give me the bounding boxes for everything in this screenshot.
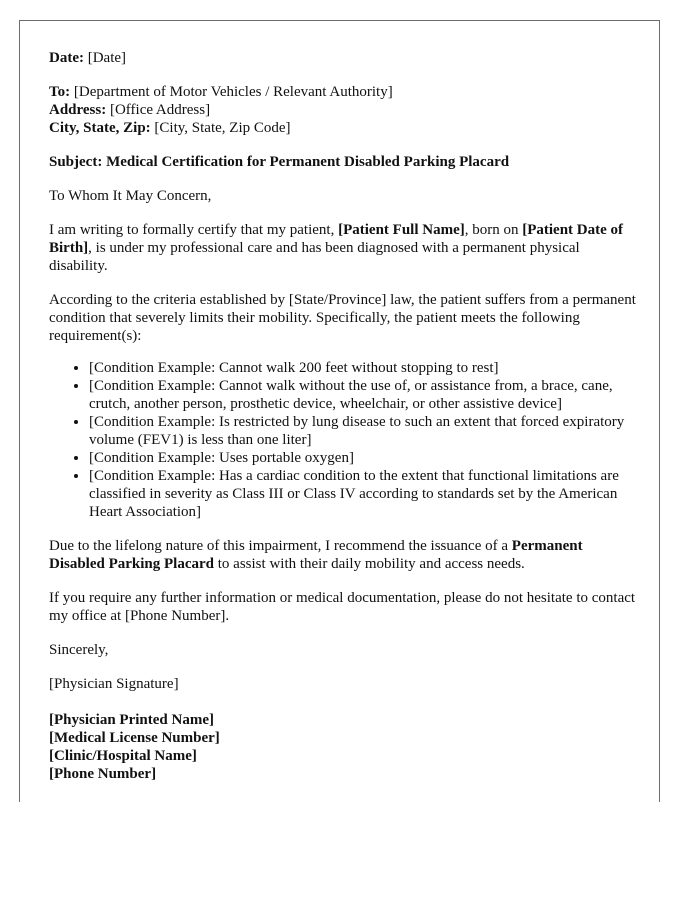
letter-page bbox=[19, 20, 660, 802]
physician-name: [Physician Printed Name] bbox=[49, 712, 214, 728]
recipient-block bbox=[49, 83, 639, 137]
conditions-list bbox=[49, 359, 639, 521]
address-line bbox=[49, 101, 639, 119]
date-line bbox=[49, 49, 639, 67]
para3-text-2: to assist with their daily mobility and access needs. bbox=[214, 556, 525, 572]
condition-item: • [Condition Example: Cannot walk without the use of, or assistance from, a brace, cane, crutch, another person, prosthetic device, wheelchair, or other assistive device] bbox=[89, 377, 639, 413]
to-line bbox=[49, 83, 639, 101]
city-value: [City, State, Zip Code] bbox=[154, 120, 291, 136]
para1-text-1: I am writing to formally certify that my patient, bbox=[49, 222, 339, 238]
para1-text-3: , is under my professional care and has been diagnosed with a permanent physical disability. bbox=[49, 240, 580, 274]
paragraph-contact: If you require any further information or medical documentation, please do not hesitate to contact my office at [Phone Number]. bbox=[49, 590, 636, 624]
paragraph-criteria: According to the criteria established by [State/Province] law, the patient suffers from a permanent condition that severely limits their mobility. Specifically, the patient meets the following requirement(s): bbox=[49, 292, 636, 344]
to-label: To: bbox=[49, 84, 71, 100]
condition-item: • [Condition Example: Uses portable oxygen] bbox=[89, 449, 639, 467]
paragraph-certification bbox=[49, 221, 639, 275]
subject-line bbox=[49, 153, 639, 171]
to-value: [Department of Motor Vehicles / Relevant Authority] bbox=[73, 84, 393, 100]
salutation: To Whom It May Concern, bbox=[49, 188, 212, 204]
city-line bbox=[49, 119, 639, 137]
para1-text-2: , born on bbox=[464, 222, 523, 238]
letter-content bbox=[49, 49, 639, 783]
address-label: Address: bbox=[49, 102, 107, 118]
condition-item: • [Condition Example: Has a cardiac condition to the extent that functional limitations are classified in severity as Class III or Class IV according to standards set by the American Heart Association] bbox=[89, 467, 639, 521]
clinic-name: [Clinic/Hospital Name] bbox=[49, 748, 197, 764]
phone-number: [Phone Number] bbox=[49, 766, 157, 782]
medical-license: [Medical License Number] bbox=[49, 730, 220, 746]
city-label: City, State, Zip: bbox=[49, 120, 151, 136]
para3-text-1: Due to the lifelong nature of this impairment, I recommend the issuance of a bbox=[49, 538, 512, 554]
patient-name-placeholder: [Patient Full Name] bbox=[338, 222, 465, 238]
condition-item: • [Condition Example: Cannot walk 200 feet without stopping to rest] bbox=[89, 359, 639, 377]
date-value: [Date] bbox=[87, 50, 127, 66]
paragraph-recommendation bbox=[49, 537, 639, 573]
closing: Sincerely, bbox=[49, 642, 109, 658]
signoff-block bbox=[49, 711, 639, 783]
placard-type: Permanent Disabled Parking Placard bbox=[49, 538, 583, 572]
date-label: Date: bbox=[49, 50, 84, 66]
condition-item: • [Condition Example: Is restricted by lung disease to such an extent that forced expiratory volume (FEV1) is less than one liter] bbox=[89, 413, 639, 449]
patient-dob-placeholder: [Patient Date of Birth] bbox=[49, 222, 624, 256]
subject-text: Subject: Medical Certification for Permanent Disabled Parking Placard bbox=[49, 154, 510, 170]
signature-placeholder: [Physician Signature] bbox=[49, 676, 179, 692]
address-value: [Office Address] bbox=[109, 102, 211, 118]
